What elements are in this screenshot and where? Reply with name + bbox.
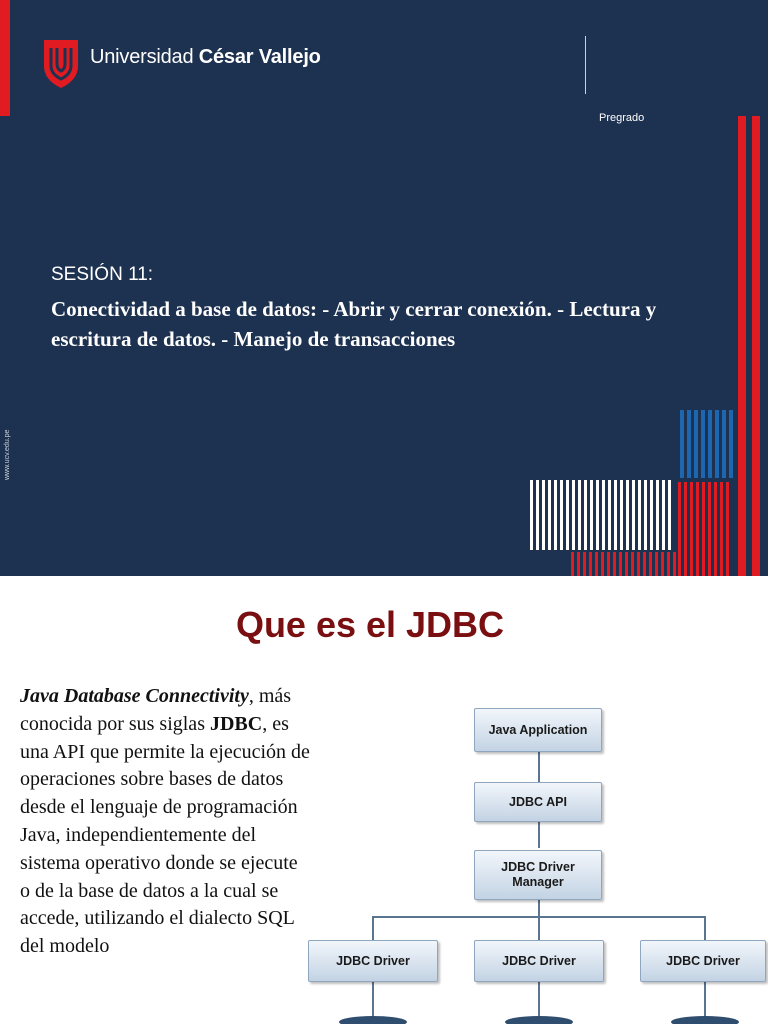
connector-driver-3 (704, 916, 706, 940)
connector-app-api (538, 750, 540, 782)
website-url: www.ucv.edu.pe (4, 429, 11, 480)
slide-title: Que es el JDBC (235, 604, 505, 645)
jdbc-term: Java Database Connectivity (20, 685, 249, 707)
description-part-2: , es una API que permite la ejecución de operaciones sobre bases de datos desde el lenguaje de programación Java, independientemente del sistema operativo donde se ejecute o de la base de datos a la cual se accede, utilizando el dialecto SQL del modelo (20, 712, 310, 958)
university-name-prefix: Universidad (90, 46, 199, 68)
jdbc-term-comma: , (248, 685, 254, 707)
jdbc-driver-manager-box: JDBC Driver Manager (474, 850, 602, 900)
jdbc-abbreviation: JDBC (209, 712, 263, 735)
session-label: SESIÓN 11: (51, 264, 154, 285)
university-name-bold: César Vallejo (198, 46, 321, 68)
connector-driver-2 (538, 916, 540, 940)
connector-driver-1 (372, 916, 374, 940)
jdbc-description (20, 683, 310, 961)
jdbc-driver-box-1: JDBC Driver (308, 940, 438, 982)
description-part-1: más conocida por sus siglas (20, 685, 292, 735)
jdbc-architecture-diagram (300, 696, 768, 1024)
jdbc-driver-box-2: JDBC Driver (474, 940, 604, 982)
level-label: Pregrado (599, 112, 645, 124)
jdbc-driver-box-3: JDBC Driver (640, 940, 766, 982)
database-icons (300, 1012, 768, 1024)
connector-api-manager (538, 820, 540, 848)
session-title: Conectividad a base de datos: - Abrir y cerrar conexión. - Lectura y escritura de datos. - Manejo de transacciones (51, 297, 657, 351)
jdbc-api-box: JDBC API (474, 782, 602, 822)
java-application-box: Java Application (474, 708, 602, 752)
